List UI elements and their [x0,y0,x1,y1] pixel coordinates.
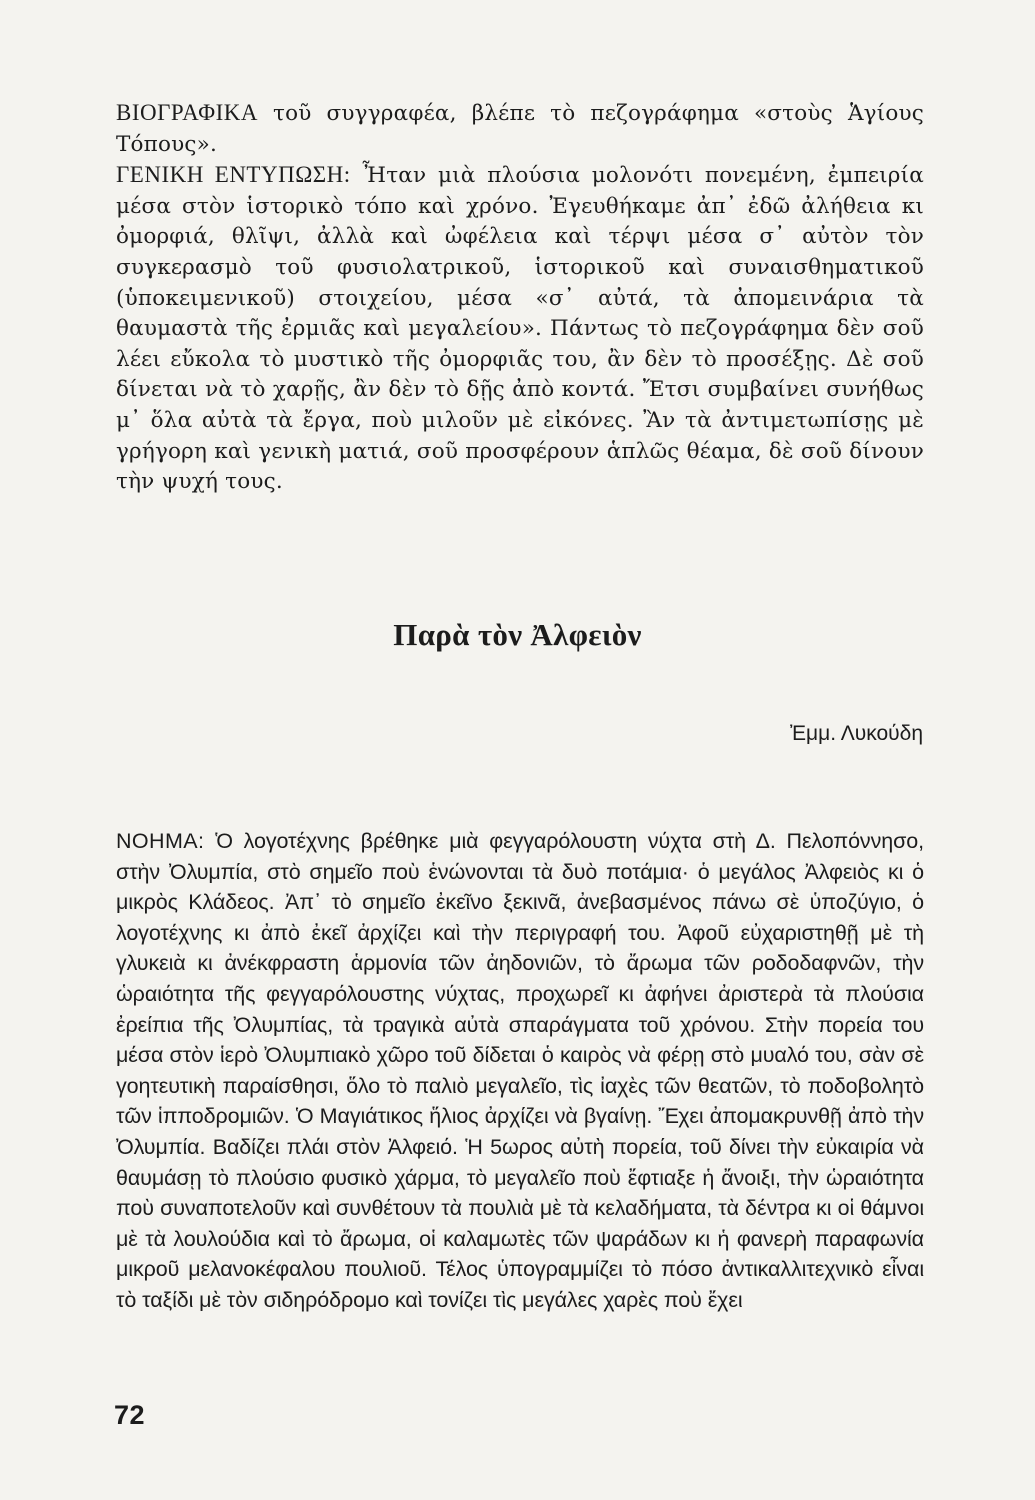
summary-label: ΝΟΗΜΑ: [116,829,205,853]
general-impression-label: ΓΕΝΙΚΗ ΕΝΤΥΠΩΣΗ: [116,162,351,188]
section-title: Παρὰ τὸν Ἀλφειὸν [393,617,642,652]
summary-text: Ὁ λογοτέχνης βρέθηκε μιὰ φεγγαρόλουστη νύχτα στὴ Δ. Πελοπόννησο, στὴν Ὀλυμπία, στὸ σημεῖο ποὺ ἑνώνονται τὰ δυὸ ποτάμια· ὁ μεγάλος Ἀλφειὸς κι ὁ μικρὸς Κλάδεος. Ἀπ᾽ τὸ σημεῖο ἐκεῖνο ξεκινᾶ, ἀνεβασμένος πάνω σὲ ὑποζύγιο, ὁ λογοτέχνης κι ἀπὸ ἐκεῖ ἀρχίζει καὶ τὴν περιγραφή του. Ἀφοῦ εὐχαριστηθῇ μὲ τὴ γλυκειὰ κι ἀνέκφραστη ἁρμονία τῶν ἀηδονιῶν, τὸ ἄρωμα τῶν ροδοδαφνῶν, τὴν ὡραιότητα τῆς φεγγαρόλουστης νύχτας, προχωρεῖ κι ἀφήνει ἀριστερὰ τὰ πλούσια ἐρείπια τῆς Ὀλυμπίας, τὰ τραγικὰ αὐτὰ σπαράγματα τοῦ χρόνου. Στὴν πορεία του μέσα στὸν ἱερὸ Ὀλυμπιακὸ χῶρο τοῦ δίδεται ὁ καιρὸς νὰ φέρῃ στὸ μυαλό του, σὰν σὲ γοητευτικὴ παραίσθησι, ὅλο τὸ παλιὸ μεγαλεῖο, τὶς ἰαχὲς τῶν θεατῶν, τὸ ποδοβολητὸ τῶν ἱπποδρομιῶν. Ὁ Μαγιάτικος ἥλιος ἀρχίζει νὰ βγαίνῃ. Ἔχει ἀπομακρυνθῇ ἀπὸ τὴν Ὀλυμπία. Βαδίζει πλάι στὸν Ἀλφειό. Ἡ 5ωρος αὐτὴ πορεία, τοῦ δίνει τὴν εὐκαιρία νὰ θαυμάσῃ τὸ πλούσιο φυσικὸ χάρμα, τὸ μεγαλεῖο ποὺ ἔφτιαξε ἡ ἄνοιξι, τὴν ὡραιότητα ποὺ συναποτελοῦν καὶ συνθέτουν τὰ πουλιὰ μὲ τὰ κελαδήματα, τὰ δέντρα κι οἱ θάμνοι μὲ τὰ λουλούδια καὶ τὸ ἄρωμα, οἱ καλαμωτὲς τῶν ψαράδων κι ἡ φανερὴ παραφωνία μικροῦ μελανοκέφαλου πουλιοῦ. Τέλος ὑπογραμμίζει τὸ πόσο ἀντικαλλιτεχνικὸ εἶναι τὸ ταξίδι μὲ τὸν σιδηρόδρομο καὶ τονίζει τὶς μεγάλες χαρὲς ποὺ ἔχει [116,829,924,1312]
biography-text: τοῦ συγγραφέα, βλέπε τὸ πεζογράφημα «στοὺς Ἁγίους Τόπους». [116,101,925,157]
author-name: Ἐμμ. Λυκούδη [789,722,923,745]
intro-section [116,98,924,498]
biography-label: ΒΙΟΓΡΑΦΙΚΑ [116,100,258,125]
page-number: 72 [114,1400,146,1430]
general-impression-text: Ἦταν μιὰ πλούσια μολονότι πονεμένη, ἐμπειρία μέσα στὸν ἱστορικὸ τόπο καὶ χρόνο. Ἐγευθήκαμε ἀπ᾽ ἐδῶ ἀλήθεια κι ὀμορφιά, θλῖψι, ἀλλὰ καὶ ὠφέλεια καὶ τέρψι μέσα σ᾽ αὐτὸν τὸν συγκερασμὸ τοῦ φυσιολατρικοῦ, ἱστορικοῦ καὶ συναισθηματικοῦ (ὑποκειμενικοῦ) στοιχείου, μέσα «σ᾽ αὐτά, τὰ ἀπομεινάρια τὰ θαυμαστὰ τῆς ἐρμιᾶς καὶ μεγαλείου». Πάντως τὸ πεζογράφημα δὲν σοῦ λέει εὔκολα τὸ μυστικὸ τῆς ὀμορφιᾶς του, ἂν δὲν τὸ προσέξῃς. Δὲ σοῦ δίνεται νὰ τὸ χαρῇς, ἂν δὲν τὸ δῇς ἀπὸ κοντά. Ἔτσι συμβαίνει συνήθως μ᾽ ὅλα αὐτὰ τὰ ἔργα, ποὺ μιλοῦν μὲ εἰκόνες. Ἂν τὰ ἀντιμετωπίσῃς μὲ γρήγορη καὶ γενικὴ ματιά, σοῦ προσφέρουν ἁπλῶς θέαμα, δὲ σοῦ δίνουν τὴν ψυχή τους. [116,163,924,495]
general-impression-paragraph [116,160,924,498]
biography-paragraph [116,98,924,160]
summary-section [116,826,924,1316]
